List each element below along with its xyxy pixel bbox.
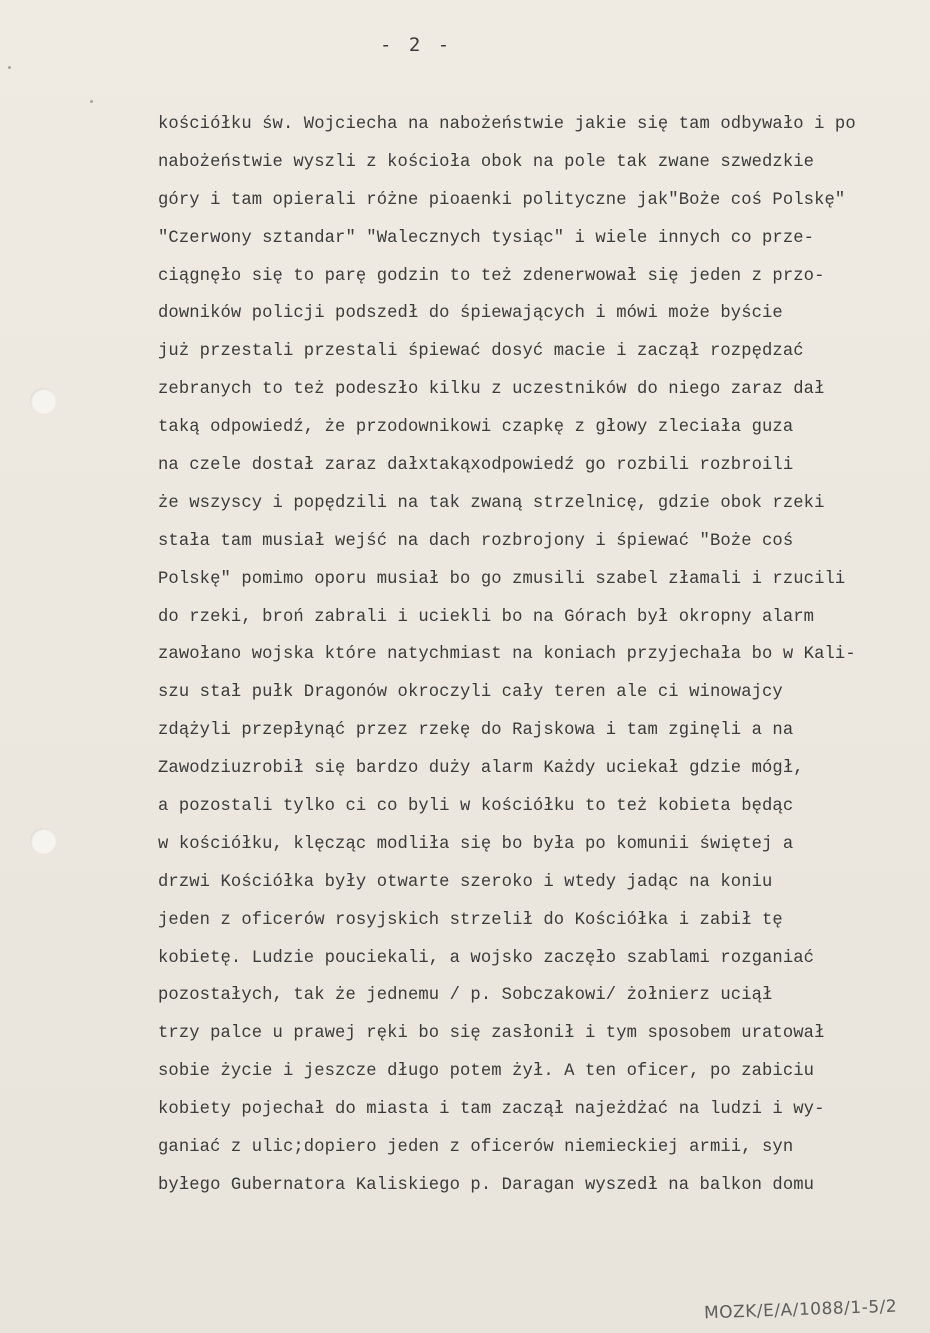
text-line: ciągnęło się to parę godzin to też zdenerwował się jeden z przo- — [158, 266, 825, 286]
archive-reference: MOZK/E/A/1088/1-5/2 — [703, 1296, 898, 1324]
text-line: trzy palce u prawej ręki bo się zasłonił i tym sposobem uratował — [158, 1024, 825, 1044]
text-line: góry i tam opierali różne pioaenki polityczne jak"Boże coś Polskę" — [158, 190, 846, 210]
text-line: kobietę. Ludzie pouciekali, a wojsko zaczęło szablami rozganiać — [158, 948, 815, 968]
text-line: stała tam musiał wejść na dach rozbrojony i śpiewać "Boże coś — [158, 531, 794, 551]
text-line: a pozostali tylko ci co byli w kościółku to też kobieta będąc — [158, 797, 794, 817]
text-line: szu stał pułk Dragonów okroczyli cały teren ale ci winowajcy — [158, 683, 783, 703]
text-line: Polskę" pomimo oporu musiał bo go zmusili szabel złamali i rzucili — [158, 569, 846, 589]
text-line: jeden z oficerów rosyjskich strzelił do Kościółka i zabił tę — [158, 910, 783, 930]
paper-speck — [90, 100, 93, 103]
text-line: taką odpowiedź, że przodownikowi czapkę z głowy zleciała guza — [158, 418, 794, 438]
punch-hole — [30, 388, 56, 414]
text-line: kościółku św. Wojciecha na nabożeństwie jakie się tam odbywało i po — [158, 115, 856, 134]
text-line: kobiety pojechał do miasta i tam zaczął najeżdżać na ludzi i wy- — [158, 1100, 825, 1120]
text-line: że wszyscy i popędzili na tak zwaną strzelnicę, gdzie obok rzeki — [158, 493, 825, 513]
typed-body-text — [158, 106, 918, 1205]
text-line: Zawodziuzrobił się bardzo duży alarm Każdy uciekał gdzie mógł, — [158, 759, 804, 779]
text-line: zdążyli przepłynąć przez rzekę do Rajskowa i tam zginęli a na — [158, 721, 794, 741]
text-line: w kościółku, klęcząc modliła się bo była po komunii świętej a — [158, 834, 794, 854]
punch-hole — [30, 828, 56, 854]
text-line: sobie życie i jeszcze długo potem żył. A ten oficer, po zabiciu — [158, 1062, 815, 1082]
text-line: byłego Gubernatora Kaliskiego p. Daragan wyszedł na balkon domu — [158, 1175, 815, 1195]
paper-speck — [8, 66, 11, 69]
page-number: - 2 - — [380, 34, 453, 56]
text-line: ganiać z ulic;dopiero jeden z oficerów niemieckiej armii, syn — [158, 1138, 794, 1158]
text-line: drzwi Kościółka były otwarte szeroko i wtedy jadąc na koniu — [158, 872, 773, 892]
text-line: zawołano wojska które natychmiast na koniach przyjechała bo w Kali- — [158, 645, 856, 665]
text-line: "Czerwony sztandar" "Walecznych tysiąc" i wiele innych co prze- — [158, 228, 815, 248]
text-line: na czele dostał zaraz dałxtakąxodpowiedź go rozbili rozbroili — [158, 456, 794, 476]
text-line: nabożeństwie wyszli z kościoła obok na pole tak zwane szwedzkie — [158, 152, 815, 172]
text-line: downików policji podszedł do śpiewających i mówi może byście — [158, 304, 783, 324]
text-line: już przestali przestali śpiewać dosyć macie i zaczął rozpędzać — [158, 342, 804, 362]
text-line: zebranych to też podeszło kilku z uczestników do niego zaraz dał — [158, 380, 825, 400]
text-line: do rzeki, broń zabrali i uciekli bo na Górach był okropny alarm — [158, 607, 815, 627]
text-line: pozostałych, tak że jednemu / p. Sobczakowi/ żołnierz uciął — [158, 986, 773, 1006]
